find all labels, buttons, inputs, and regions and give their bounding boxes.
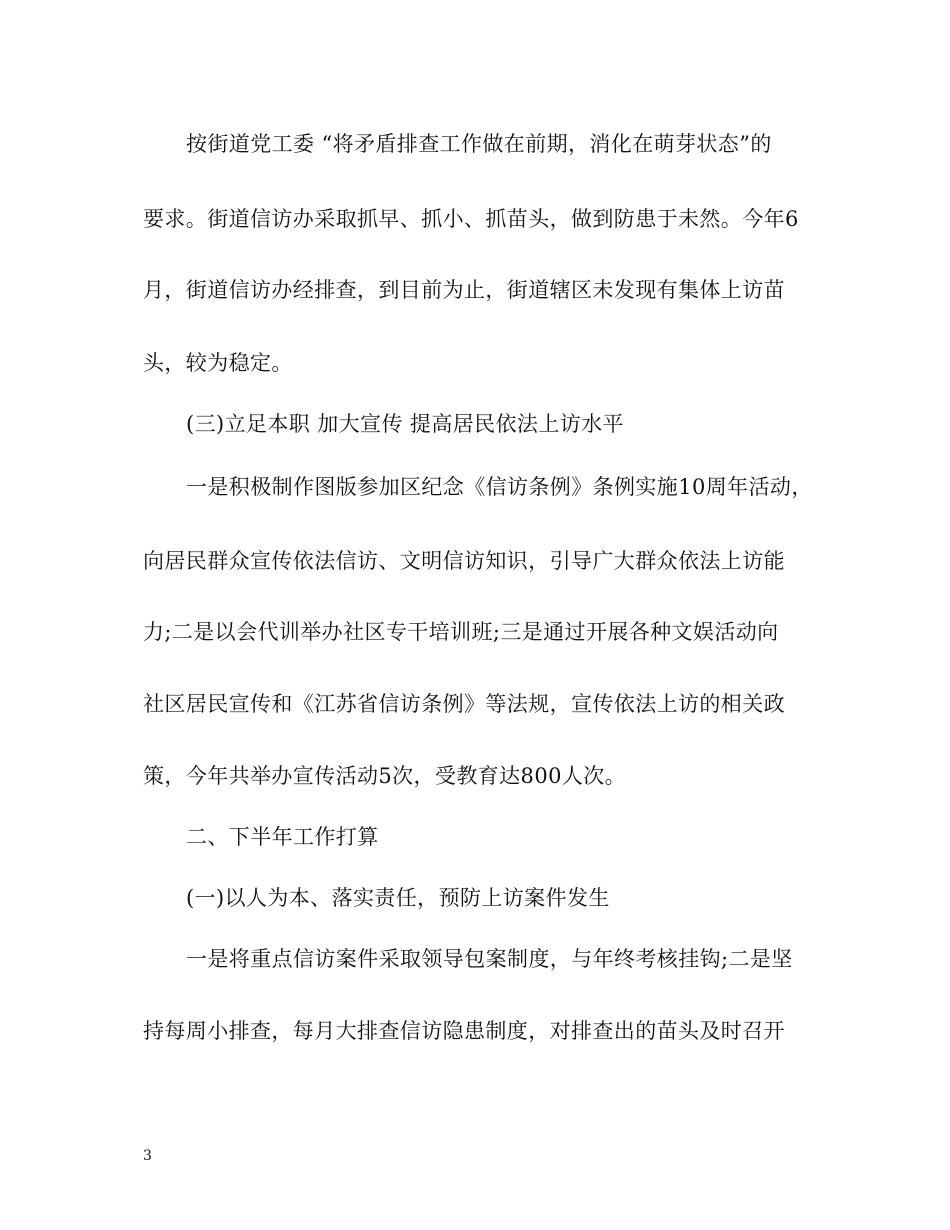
paragraph-line: 一是将重点信访案件采取领导包案制度，与年终考核挂钩;二是坚: [186, 947, 793, 971]
paragraph-line: 一是积极制作图版参加区纪念《信访条例》条例实施10周年活动，: [186, 475, 813, 499]
paragraph-line: 社区居民宣传和《江苏省信访条例》等法规，宣传依法上访的相关政: [143, 692, 785, 716]
paragraph-line: 持每周小排查，每月大排查信访隐患制度，对排查出的苗头及时召开: [143, 1019, 785, 1043]
section-heading: (三)立足本职 加大宣传 提高居民依法上访水平: [186, 412, 624, 436]
page-number: 3: [143, 1148, 152, 1164]
paragraph-line: 策，今年共举办宣传活动5次，受教育达800人次。: [143, 764, 627, 788]
paragraph-line: 按街道党工委 “将矛盾排查工作做在前期，消化在萌芽状态”的: [186, 132, 772, 156]
paragraph-line: 向居民群众宣传依法信访、文明信访知识，引导广大群众依法上访能: [143, 549, 785, 573]
subsection-heading: (一)以人为本、落实责任，预防上访案件发生: [186, 886, 610, 910]
paragraph-line: 月，街道信访办经排查，到目前为止，街道辖区未发现有集体上访苗: [143, 278, 785, 302]
paragraph-line: 头，较为稳定。: [143, 351, 293, 375]
paragraph-line: 要求。街道信访办采取抓早、抓小、抓苗头，做到防患于未然。今年6: [143, 207, 799, 231]
section-heading: 二、下半年工作打算: [186, 825, 379, 849]
paragraph-line: 力;二是以会代训举办社区专干培训班;三是通过开展各种文娱活动向: [143, 620, 779, 644]
